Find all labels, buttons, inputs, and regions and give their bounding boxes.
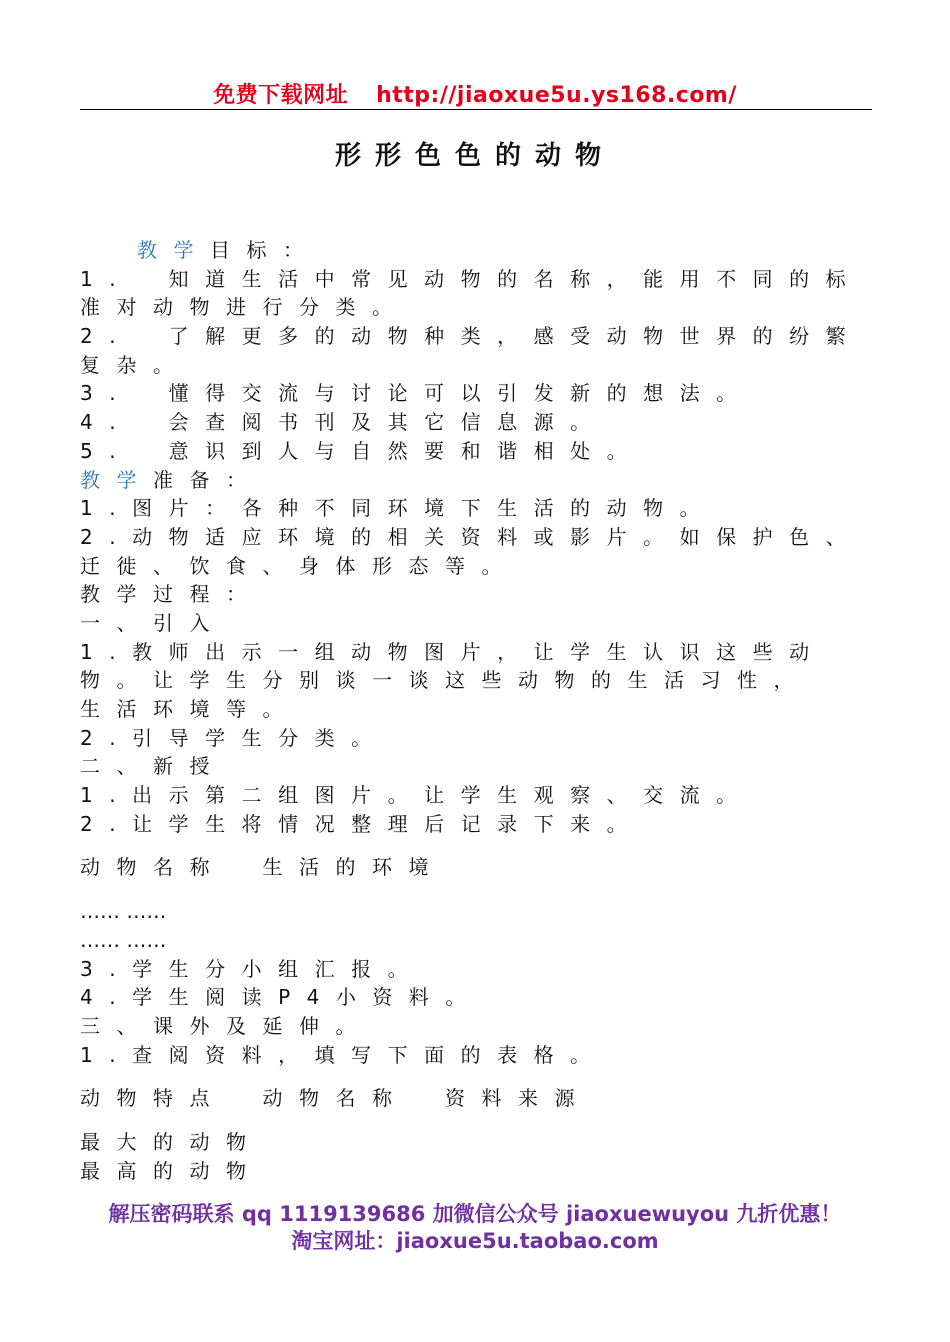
table1-dots: …… …… [80,899,167,924]
prep-line: 1.图片：各种不同环境下生活的动物。 [80,496,717,521]
intro-line: 物。让学生分别谈一谈这些动物的生活习性， [80,668,810,693]
table1-header: 动物名称 生活的环境 [80,855,445,880]
section-heading-new: 二、新授 [80,754,226,779]
goal-line: 准对动物进行分类。 [80,295,409,320]
footer-taobao: 淘宝网址：jiaoxue5u.taobao.com [291,1229,659,1253]
goal-line: 5. 意识到人与自然要和谐相处。 [80,438,644,463]
goal-line: 3. 懂得交流与讨论可以引发新的想法。 [80,381,753,406]
footer-contact: 解压密码联系 qq 1119139686 加微信公众号 jiaoxuewuyou 九折优惠！ [108,1202,842,1226]
goal-line: 复杂。 [80,352,190,377]
intro-line: 生活环境等。 [80,697,299,721]
prep-heading [80,466,880,495]
new-line: 3.学生分小组汇报。 [80,956,425,981]
intro-line: 1.教师出示一组动物图片，让学生认识这些动 [80,639,826,664]
goal-line: 1. 知道生活中常见动物的名称，能用不同的标 [80,266,863,291]
intro-line: 2.引导学生分类。 [80,725,388,750]
goals-heading [80,236,880,265]
prep-heading-rest: 准备： [153,467,263,492]
process-heading: 教学过程： [80,582,263,607]
header-url-link[interactable]: http://jiaoxue5u.ys168.com/ [376,83,737,108]
document-body [80,236,880,1185]
goals-heading-blue: 教学 [137,238,210,262]
table2-row: 最大的动物 [80,1129,263,1154]
section-heading-extension: 三、课外及延伸。 [80,1013,372,1038]
prep-line: 迁徙、饮食、身体形态等。 [80,553,518,578]
download-header [0,78,950,109]
extension-line: 1.查阅资料，填写下面的表格。 [80,1042,607,1067]
new-line: 2.让学生将情况整理后记录下来。 [80,811,644,836]
goals-heading-rest: 目标： [210,238,320,262]
section-heading-intro: 一、引入 [80,610,226,635]
table1-dots: …… …… [80,927,167,952]
header-divider [80,109,872,110]
prep-heading-blue: 教学 [80,467,153,492]
prep-line: 2.动物适应环境的相关资料或影片。如保护色、 [80,524,863,549]
header-label: 免费下载网址 [213,83,349,108]
goal-line: 4. 会查阅书刊及其它信息源。 [80,410,607,435]
page-title: 形形色色的动物 [334,141,615,171]
goal-line: 2. 了解更多的动物种类，感受动物世界的纷繁 [80,324,863,349]
table2-row: 最高的动物 [80,1158,263,1183]
new-line: 1.出示第二组图片。让学生观察、交流。 [80,783,753,808]
new-line: 4.学生阅读P4小资料。 [80,985,482,1010]
table2-header: 动物特点 动物名称 资料来源 [80,1086,591,1111]
